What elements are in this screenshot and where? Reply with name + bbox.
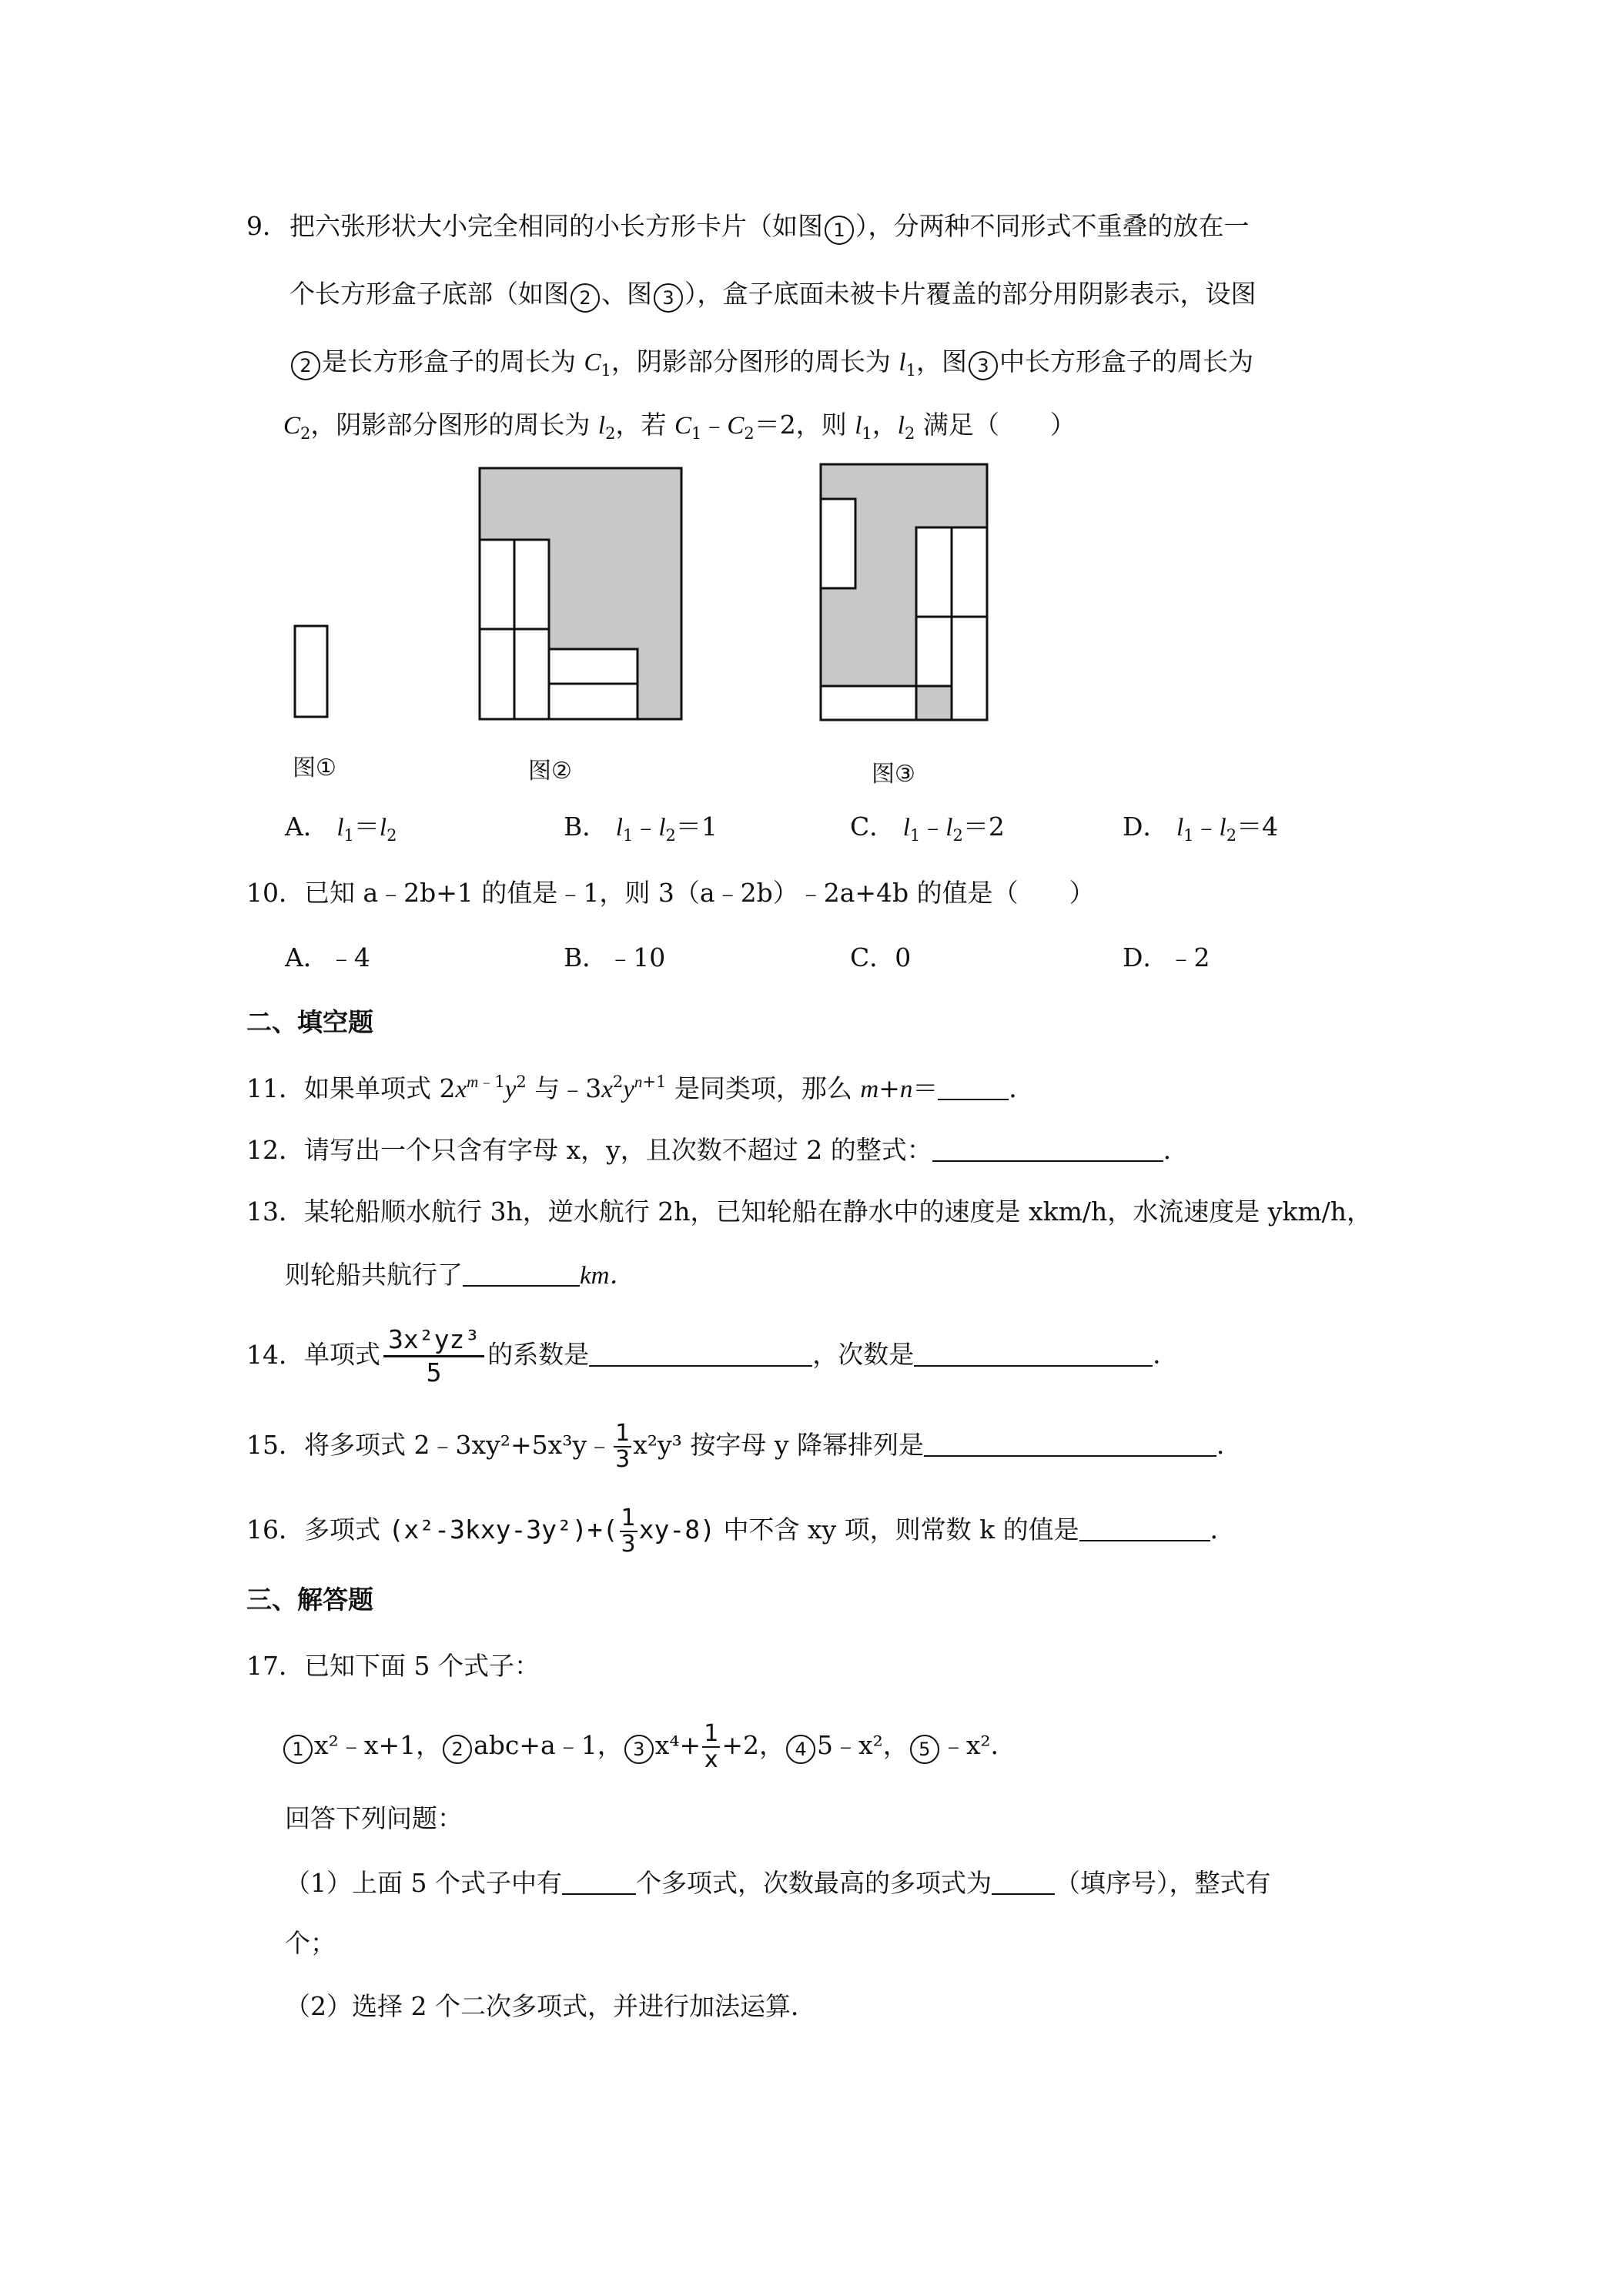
q16-fraction: $\frac{1}{3}$ — [621, 1504, 636, 1558]
figure-1-label: 图① — [293, 755, 336, 782]
q16-answer-blank[interactable] — [1079, 1517, 1210, 1541]
q15-fraction: $\frac{1}{3}$ — [615, 1420, 631, 1473]
q9-option-a[interactable]: A． $l_1=l_2$ — [285, 812, 397, 845]
q11-answer-blank[interactable] — [938, 1076, 1009, 1100]
q15-answer-blank[interactable] — [924, 1432, 1216, 1457]
q16-stem: 16．多项式 (x²-3kxy-3y²)+( $\frac{1}{3}$ xy-8) 中不含 xy 项，则常数 k 的值是 ． — [246, 1504, 1236, 1558]
figure-2-box — [477, 466, 685, 724]
q9-line2: 个长方形盒子底部（如图 2 、图 3 ），盒子底面未被卡片覆盖的部分用阴影表示，设图 — [289, 277, 1257, 313]
q14-stem: 14．单项式 $\frac{\text{3x²yz³}}{5}$ 的系数是 ，次数是 ． — [246, 1324, 1179, 1387]
q9-option-c[interactable]: C． $l_1﹣l_2=2$ — [850, 812, 1005, 845]
figure-3-box — [818, 462, 991, 724]
q10-option-a[interactable]: A．﹣4 — [285, 942, 370, 972]
q17-prompt: 回答下列问题： — [285, 1803, 463, 1833]
section-heading-solve: 三、解答题 — [246, 1585, 373, 1615]
q12-answer-blank[interactable] — [932, 1137, 1163, 1162]
q13-line2: 则轮船共航行了 km． — [285, 1260, 635, 1290]
q10-option-b[interactable]: B．﹣10 — [564, 942, 666, 972]
q14-coefficient-blank[interactable] — [589, 1342, 812, 1367]
figure-1-card — [293, 624, 331, 721]
section-heading-fill-blank: 二、填空题 — [246, 1007, 373, 1037]
q9-option-d[interactable]: D． $l_1﹣l_2=4$ — [1123, 812, 1279, 845]
q10-option-c[interactable]: C．0 — [850, 942, 912, 972]
q17-highest-degree-blank[interactable] — [992, 1870, 1055, 1895]
q14-degree-blank[interactable] — [914, 1342, 1153, 1367]
q9-option-b[interactable]: B． $l_1﹣l_2=1$ — [564, 812, 718, 845]
figure-3-label: 图③ — [872, 761, 915, 788]
q13-line1: 13．某轮船顺水航行 3h，逆水航行 2h，已知轮船在静水中的速度是 xkm/h，水流速度是 ykm/h， — [246, 1197, 1373, 1227]
figure-2-label: 图② — [528, 758, 572, 785]
q12-stem: 12．请写出一个只含有字母 x，y，且次数不超过 2 的整式： ． — [246, 1135, 1189, 1165]
q15-stem: 15．将多项式 2﹣3xy²+5x³y﹣ $\frac{1}{3}$ x²y³ 按字母 y 降幂排列是 ． — [246, 1420, 1243, 1473]
q17-part1: （1）上面 5 个式子中有 个多项式，次数最高的多项式为 （填序号），整式有 — [285, 1868, 1271, 1898]
q17-expressions: 1 x²﹣x+1， 2 abc+a﹣1， 3 x⁴+ $\frac{1}{x}$ +2， 4 5﹣x²， 5 ﹣x²． — [282, 1722, 1016, 1772]
q13-answer-blank[interactable] — [463, 1262, 580, 1287]
q17-polynomial-count-blank[interactable] — [562, 1870, 636, 1895]
q10-option-d[interactable]: D．﹣2 — [1123, 942, 1210, 972]
q10-stem: 10．已知 a﹣2b+1 的值是﹣1，则 3（a﹣2b）﹣2a+4b 的值是（ ） — [246, 878, 1095, 908]
q11-stem: 11．如果单项式 $2x^{m﹣1}y^2$ 与$﹣3x^2y^{n+1}$ 是同类项，那么 m+n＝ ． — [246, 1073, 1035, 1103]
q17-part2: （2）选择 2 个二次多项式，并进行加法运算． — [285, 1991, 816, 2021]
q9-line3: 2 是长方形盒子的周长为 $C_1$，阴影部分图形的周长为 $l_1$，图 3 中长方形盒子的周长为 — [289, 345, 1253, 380]
q14-monomial-fraction: $\frac{\text{3x²yz³}}{5}$ — [383, 1324, 484, 1388]
q9-line4: $C_2$，阴影部分图形的周长为 $l_2$，若 $C_1﹣C_2=2$，则 $l_1$，$l_2$ 满足（ ） — [283, 410, 1076, 443]
q9-line1: 9．把六张形状大小完全相同的小长方形卡片（如图 1 ），分两种不同形式不重叠的放在一 — [246, 209, 1250, 245]
q17-intro: 17．已知下面 5 个式子： — [246, 1651, 540, 1681]
q17-fraction: $\frac{1}{x}$ — [704, 1720, 719, 1773]
q17-part1-cont: 个； — [285, 1928, 336, 1958]
